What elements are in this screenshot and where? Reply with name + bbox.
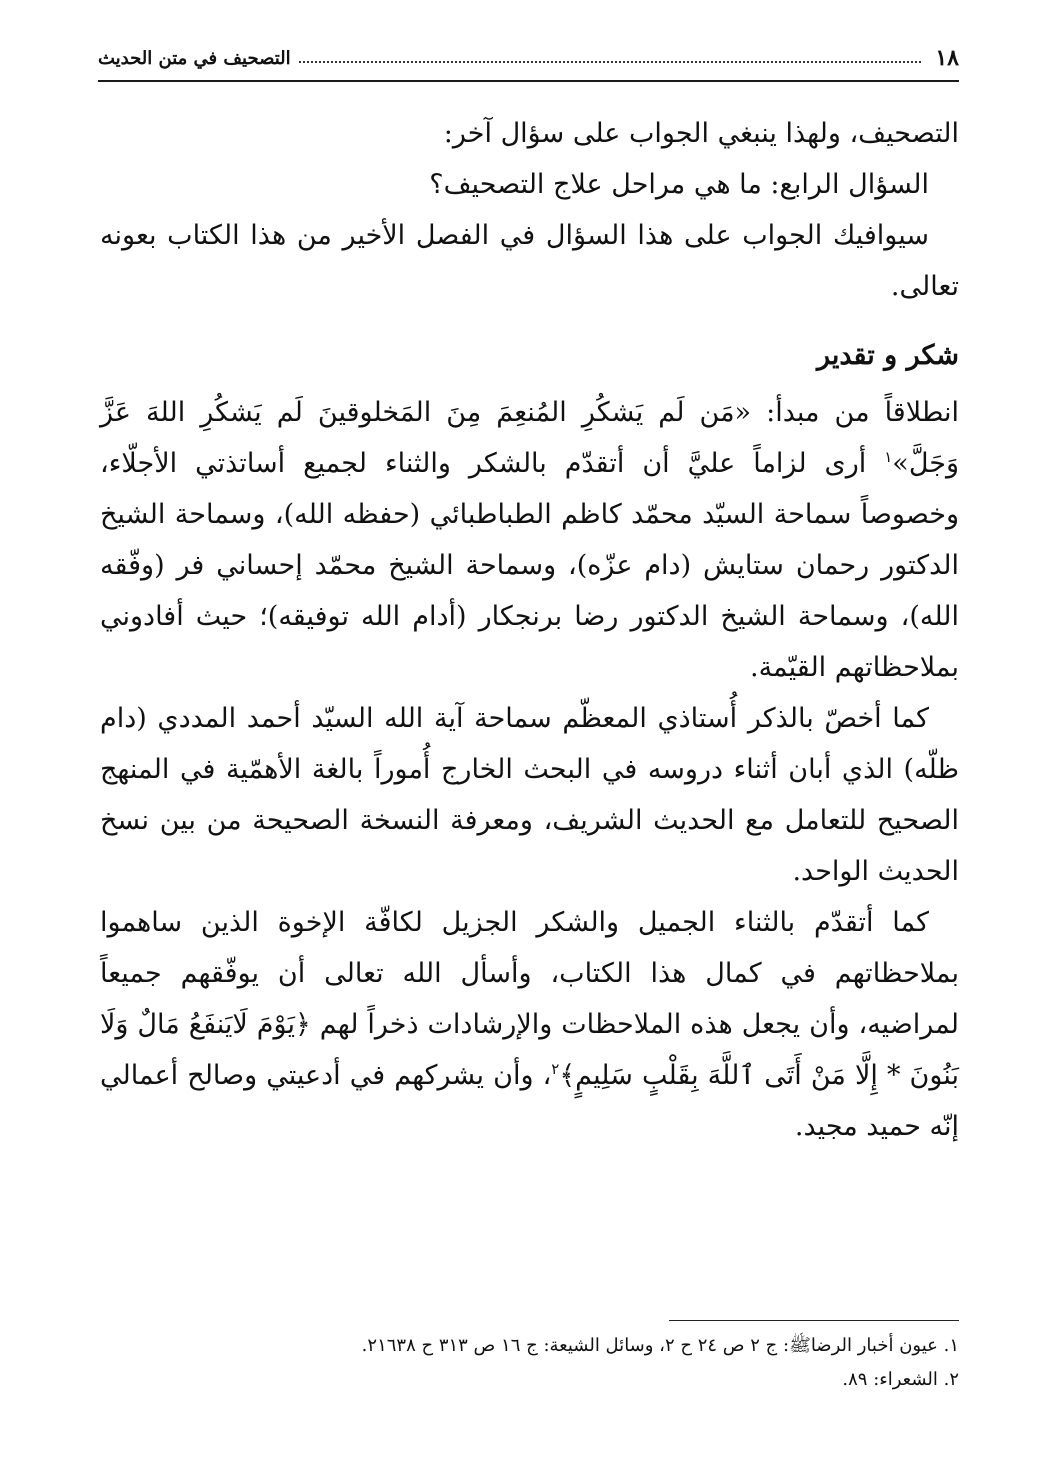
paragraph-6-main: كما أتقدّم بالثناء الجميل والشكر الجزيل لكافّة الإخوة الذين ساهموا بملاحظاتهم في كمال هذا الكتاب، وأسأل الله تعالى أن يوفّقهم جميعاً لمراضيه، وأن يجعل هذه الملاحظات والإرشادات ذخراً لهم ﴿يَوْمَ لَايَنفَعُ مَالٌ وَلَا بَنُونَ * إِلَّا مَنْ أَتَى ٱللَّهَ بِقَلْبٍ سَلِيمٍ﴾ [100,907,959,1091]
footnote-ref-1: ١ [884,448,893,466]
paragraph-5: كما أخصّ بالذكر أُستاذي المعظّم سماحة آية الله السيّد أحمد المددي (دام ظلّه) الذي أبان أثناء دروسه في البحث الخارج أُموراً بالغة الأهمّية في المنهج الصحيح للتعامل مع الحديث الشريف، ومعرفة النسخة الصحيحة من بين نسخ الحديث الواحد. [100,703,959,887]
body-text [100,108,959,1152]
section-heading: شكر و تقدير [816,340,959,371]
running-header [98,36,959,82]
paragraph-4-rest: أرى لزاماً عليَّ أن أتقدّم بالشكر والثناء لجميع أساتذتي الأجلّاء، وخصوصاً سماحة السيّد محمّد كاظم الطباطبائي (حفظه الله)، وسماحة الشيخ الدكتور رحمان ستايش (دام عزّه)، وسماحة الشيخ محمّد إحساني فر (وفّقه الله)، وسماحة الشيخ الدكتور رضا برنجكار (أدام الله توفيقه)؛ حيث أفادوني بملاحظاتهم القيّمة. [100,448,959,683]
leader-dots [299,61,922,63]
paragraph-1: التصحيف، ولهذا ينبغي الجواب على سؤال آخر: [443,118,959,149]
paragraph-3: سيوافيك الجواب على هذا السؤال في الفصل الأخير من هذا الكتاب بعونه تعالى. [100,220,959,302]
paragraph-2: السؤال الرابع: ما هي مراحل علاج التصحيف؟ [429,169,929,200]
footnote-ref-2: ٢ [551,1060,560,1078]
footnote-2: ٢. الشعراء: ٨٩. [842,1369,959,1390]
paragraph-4 [100,387,959,693]
footnote-1: ١. عيون أخبار الرضاﷺ: ج ٢ ص ٢٤ ح ٢، وسائل الشيعة: ج ١٦ ص ٣١٣ ح ٢١٦٣٨. [361,1335,959,1356]
page-number: ١٨ [935,45,959,71]
paragraph-6-rest: ، وأن يشركهم في أدعيتي وصالح أعمالي إنّه حميد مجيد. [100,1060,959,1142]
paragraph-4-quote: انطلاقاً من مبدأ: «مَن لَم يَشكُرِ المُنعِمَ مِنَ المَخلوقينَ لَم يَشكُرِ اللهَ عَزَّ وَجَلَّ» [100,397,959,479]
footnote-rule [669,1320,959,1321]
paragraph-6 [100,897,959,1152]
book-title: التصحيف في متن الحديث [98,47,291,69]
footnotes [100,1320,959,1397]
